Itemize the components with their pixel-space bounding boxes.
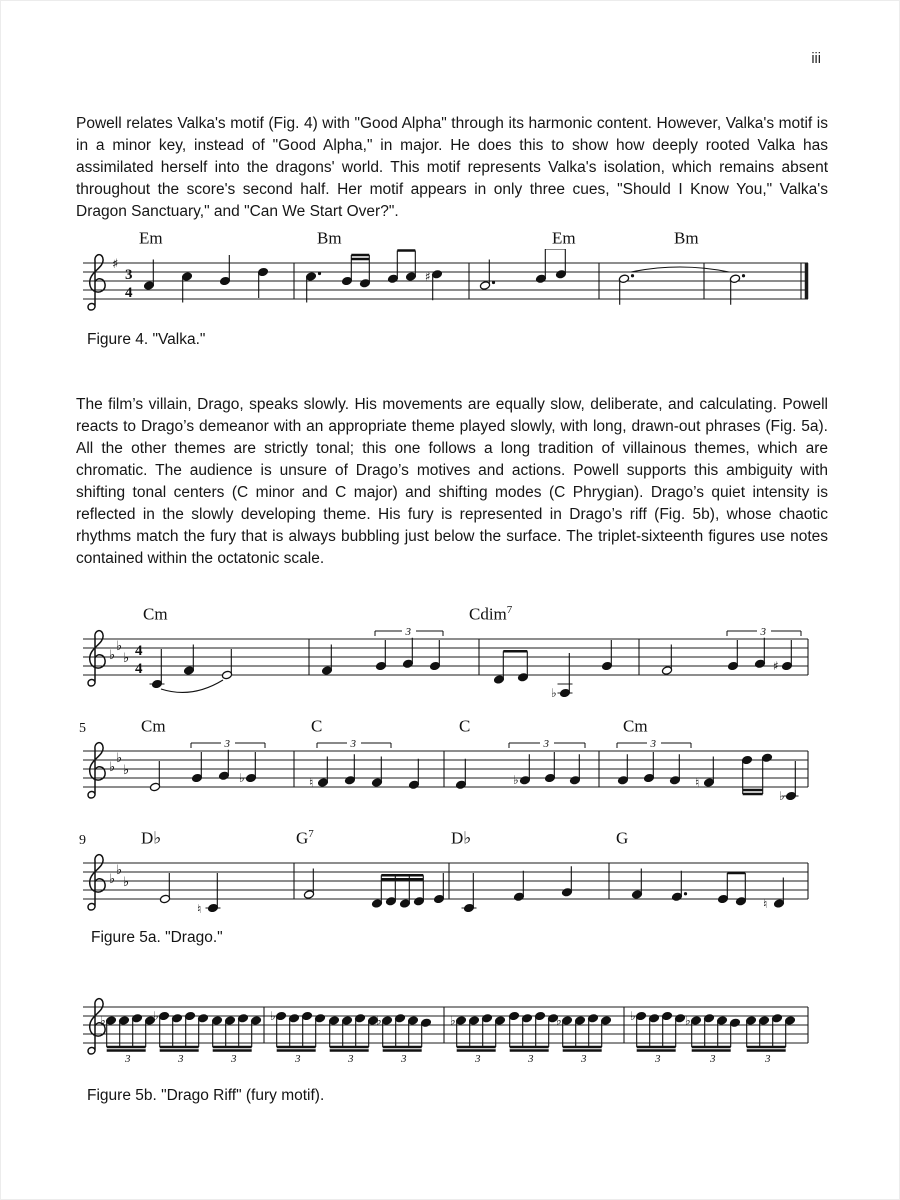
svg-text:♭: ♭ xyxy=(551,686,557,700)
svg-text:3: 3 xyxy=(655,1053,661,1065)
svg-text:♭: ♭ xyxy=(376,1013,382,1028)
chord-label: Em xyxy=(552,229,576,248)
system-1-chord-row xyxy=(79,601,819,625)
chord-label: G xyxy=(616,829,629,848)
svg-text:♮: ♮ xyxy=(695,775,700,790)
svg-text:3: 3 xyxy=(348,1053,354,1065)
musical-staff-figure-5a-1 xyxy=(79,625,819,705)
figure-4-caption: Figure 4. "Valka." xyxy=(87,331,206,348)
measure-number: 5 xyxy=(79,721,86,736)
svg-text:3: 3 xyxy=(710,1053,716,1065)
svg-text:4: 4 xyxy=(135,661,143,677)
chord-label: Cdim$^7$ xyxy=(469,604,513,624)
svg-text:3: 3 xyxy=(760,626,766,638)
figure-4 xyxy=(79,225,819,323)
chord-label: Bm xyxy=(674,229,699,248)
musical-staff-figure-5b xyxy=(79,993,819,1077)
system-3-chord-row xyxy=(79,825,819,849)
svg-text:3: 3 xyxy=(765,1053,771,1065)
svg-text:♭: ♭ xyxy=(109,872,116,887)
svg-text:♭: ♭ xyxy=(109,648,116,663)
figure-5a-system-3 xyxy=(79,825,819,929)
figure-5a-caption: Figure 5a. "Drago." xyxy=(91,929,223,946)
svg-text:3: 3 xyxy=(475,1053,481,1065)
svg-text:♭: ♭ xyxy=(100,1013,106,1028)
svg-text:3: 3 xyxy=(528,1053,534,1065)
svg-text:♭: ♭ xyxy=(153,1009,159,1023)
svg-text:♭: ♭ xyxy=(685,1013,691,1028)
chord-label: D♭ xyxy=(141,829,162,848)
svg-text:♯: ♯ xyxy=(773,659,779,673)
figure-5a-system-2 xyxy=(79,713,819,817)
paragraph-drago: The film’s villain, Drago, speaks slowly. His movements are equally slow, deliberate, and calculating. Powell reacts to Drago’s demeanor with an appropriate theme played slowly, with long, drawn-out phrases (Fig. 5a). All the other themes are strictly tonal; this one follows a long tradition of villainous themes, which are chromatic. The audience is unsure of Drago’s motives and actions. Powell supports this ambiguity with shifting tonal centers (C minor and C major) and shifting modes (C Phrygian). Drago’s quiet intensity is reflected in the slowly developing theme. His fury is represented in Drago’s riff (Fig. 5b), whose chaotic rhythms match the fury that is always bubbling just below the surface. The triplet-sixteenth figures use notes contained within the octatonic scale. xyxy=(76,396,828,567)
svg-text:♭: ♭ xyxy=(239,771,245,785)
page-number: iii xyxy=(811,51,821,67)
svg-text:♭: ♭ xyxy=(109,760,116,775)
system-2-chord-row xyxy=(79,713,819,737)
chord-label: C xyxy=(311,717,323,736)
musical-staff-figure-4 xyxy=(79,249,819,323)
musical-staff-figure-5a-3 xyxy=(79,849,819,929)
svg-text:3: 3 xyxy=(125,267,133,283)
svg-text:4: 4 xyxy=(125,285,133,301)
svg-text:3: 3 xyxy=(405,626,411,638)
svg-text:♯: ♯ xyxy=(112,257,119,272)
svg-text:♭: ♭ xyxy=(779,789,785,803)
svg-text:3: 3 xyxy=(231,1053,237,1065)
svg-text:♭: ♭ xyxy=(123,651,130,666)
chord-label: $G^7$ xyxy=(296,828,314,848)
svg-text:♭: ♭ xyxy=(123,875,130,890)
chord-label: Cm xyxy=(141,717,166,736)
figure-5a-system-1 xyxy=(79,601,819,705)
svg-text:3: 3 xyxy=(650,738,656,750)
figure-4-chord-row xyxy=(79,225,819,249)
musical-staff-figure-5a-2 xyxy=(79,737,819,817)
svg-text:3: 3 xyxy=(125,1053,131,1065)
svg-text:3: 3 xyxy=(295,1053,301,1065)
paragraph-valka: Powell relates Valka's motif (Fig. 4) with "Good Alpha" through its harmonic content. However, Valka's motif is in a minor key, instead of "Good Alpha," in major. He does this to show how deeply rooted Valka has assimilated herself into the dragons' world. This motif represents Valka's isolation, which remains absent throughout the score's second half. Her motif appears in only three cues, "Should I Know You," Valka's Dragon Sanctuary," and "Can We Start Over?". xyxy=(76,115,828,220)
svg-text:♮: ♮ xyxy=(763,897,768,911)
svg-text:4: 4 xyxy=(135,643,143,659)
svg-text:3: 3 xyxy=(350,738,356,750)
chord-label: Cm xyxy=(623,717,648,736)
chord-label: Em xyxy=(139,229,163,248)
svg-text:3: 3 xyxy=(178,1053,184,1065)
svg-text:♭: ♭ xyxy=(513,773,519,787)
svg-text:3: 3 xyxy=(401,1053,407,1065)
figure-5b-caption: Figure 5b. "Drago Riff" (fury motif). xyxy=(87,1087,325,1104)
svg-text:♭: ♭ xyxy=(450,1013,456,1028)
chord-label: D♭ xyxy=(451,829,472,848)
svg-text:♮: ♮ xyxy=(309,775,314,790)
figure-5b xyxy=(79,993,819,1077)
svg-text:♭: ♭ xyxy=(270,1009,276,1023)
measure-number: 9 xyxy=(79,833,86,848)
chord-label: Cm xyxy=(143,605,168,624)
chord-label: Bm xyxy=(317,229,342,248)
chord-label: C xyxy=(459,717,471,736)
svg-text:♭: ♭ xyxy=(630,1009,636,1023)
svg-text:♭: ♭ xyxy=(123,763,130,778)
svg-text:♭: ♭ xyxy=(116,639,123,654)
svg-text:♭: ♭ xyxy=(116,863,123,878)
svg-text:3: 3 xyxy=(581,1053,587,1065)
svg-text:3: 3 xyxy=(543,738,549,750)
svg-text:♯: ♯ xyxy=(425,269,431,284)
svg-text:♭: ♭ xyxy=(116,751,123,766)
svg-text:♭: ♭ xyxy=(556,1013,562,1028)
svg-text:3: 3 xyxy=(224,738,230,750)
svg-text:♮: ♮ xyxy=(197,902,202,916)
